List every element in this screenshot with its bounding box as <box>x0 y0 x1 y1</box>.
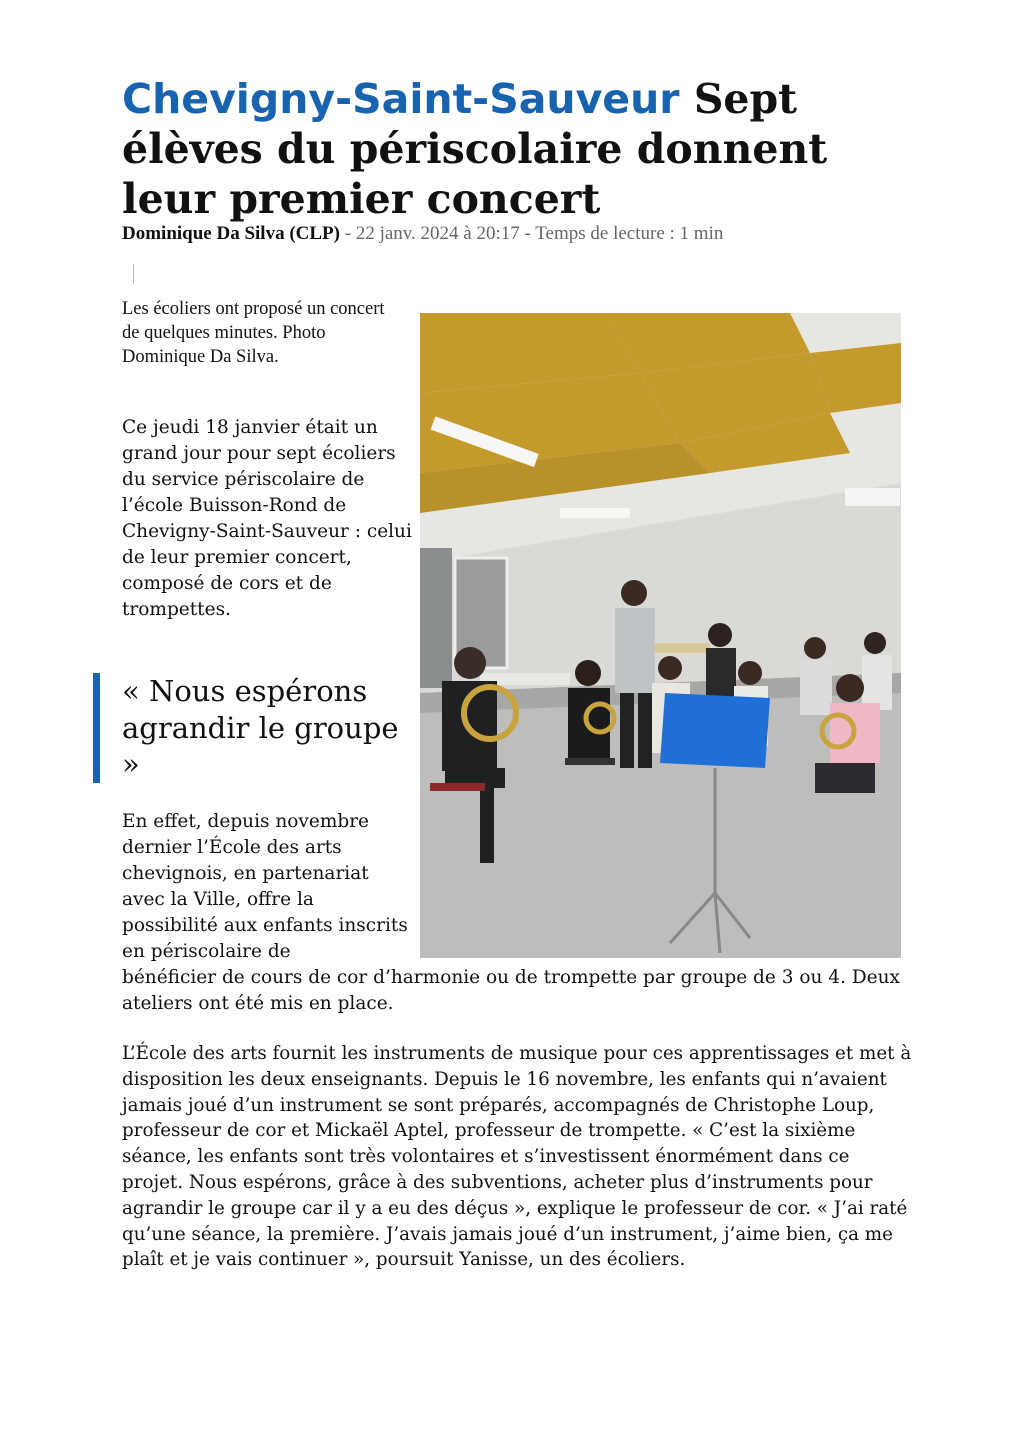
article-author: Dominique Da Silva (CLP) <box>122 223 340 244</box>
reading-time: Temps de lecture : 1 min <box>535 223 724 244</box>
byline-separator: - <box>519 223 536 244</box>
intro-paragraph: Ce jeudi 18 janvier était un grand jour pour sept écoliers du service périscolaire de l’école Buisson-Rond de Chevigny-Saint-Sauveur : celui de leur premier concert, composé de cors et de trompettes. <box>122 417 412 620</box>
byline-separator: - <box>340 223 356 244</box>
pull-quote-bar <box>93 673 100 783</box>
paragraph-2-wide: bénéficier de cours de cor d’harmonie ou de trompette par groupe de 3 ou 4. Deux ateliers ont été mis en place. <box>122 967 900 1014</box>
paragraph-2-narrow: En effet, depuis novembre dernier l’École des arts chevignois, en partenariat avec la Ville, offre la possibilité aux enfants inscrits en périscolaire de <box>122 811 408 962</box>
article-title: Sept élèves du périscolaire donnent leur premier concert <box>122 75 828 223</box>
article-byline <box>122 223 922 245</box>
article-location: Chevigny-Saint-Sauveur <box>122 75 680 123</box>
concert-photo <box>420 313 901 958</box>
divider-mark <box>133 264 134 284</box>
photo-caption: Les écoliers ont proposé un concert de quelques minutes. Photo Dominique Da Silva. <box>122 299 385 367</box>
article-date: 22 janv. 2024 à 20:17 <box>355 223 520 244</box>
paragraph-3: L’École des arts fournit les instruments de musique pour ces apprentissages et met à disposition les deux enseignants. Depuis le 16 novembre, les enfants qui n’avaient jamais joué d’un instrument se sont préparés, accompagnés de Christophe Loup, professeur de cor et Mickaël Aptel, professeur de trompette. « C’est la sixième séance, les enfants sont très volontaires et s’investissent énormément dans ce projet. Nous espérons, grâce à des subventions, acheter plus d’instruments pour agrandir le groupe car il y a eu des déçus », explique le professeur de cor. « J’ai raté qu’une séance, la première. J’avais jamais joué d’un instrument, j’aime bien, ça me plaît et je vais continuer », poursuit Yanisse, un des écoliers. <box>122 1043 912 1271</box>
article-headline <box>122 74 912 224</box>
pull-quote-text: « Nous espérons agrandir le groupe » <box>122 674 399 781</box>
pull-quote <box>93 673 413 785</box>
